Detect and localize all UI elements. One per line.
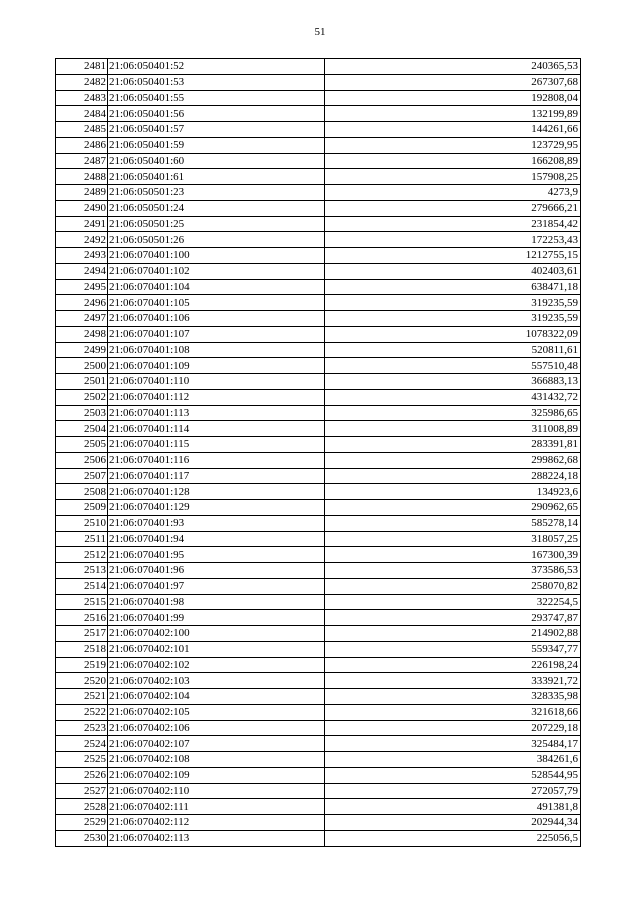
row-number-cell: 2483 <box>56 90 108 106</box>
table-row <box>56 531 581 547</box>
cadastral-number-cell: 21:06:070401:114 <box>108 421 325 437</box>
table-row <box>56 342 581 358</box>
row-number-cell: 2505 <box>56 437 108 453</box>
table-row <box>56 137 581 153</box>
row-number-cell: 2493 <box>56 248 108 264</box>
cadastral-number-cell: 21:06:070402:102 <box>108 657 325 673</box>
cadastral-number-cell: 21:06:050401:53 <box>108 74 325 90</box>
row-number-cell: 2498 <box>56 326 108 342</box>
table-row <box>56 673 581 689</box>
table-row <box>56 799 581 815</box>
cadastral-number-cell: 21:06:070401:110 <box>108 374 325 390</box>
row-number-cell: 2514 <box>56 578 108 594</box>
value-cell: 267307,68 <box>325 74 581 90</box>
row-number-cell: 2513 <box>56 563 108 579</box>
table-row <box>56 594 581 610</box>
table-row <box>56 437 581 453</box>
value-cell: 318057,25 <box>325 531 581 547</box>
row-number-cell: 2503 <box>56 405 108 421</box>
value-cell: 319235,59 <box>325 311 581 327</box>
row-number-cell: 2530 <box>56 830 108 846</box>
cadastral-number-cell: 21:06:070402:107 <box>108 736 325 752</box>
cadastral-number-cell: 21:06:070401:109 <box>108 358 325 374</box>
value-cell: 4273,9 <box>325 185 581 201</box>
value-cell: 134923,6 <box>325 484 581 500</box>
row-number-cell: 2516 <box>56 610 108 626</box>
table-row <box>56 752 581 768</box>
cadastral-number-cell: 21:06:070401:99 <box>108 610 325 626</box>
value-cell: 1212755,15 <box>325 248 581 264</box>
table-row <box>56 815 581 831</box>
value-cell: 123729,95 <box>325 137 581 153</box>
table-row <box>56 169 581 185</box>
row-number-cell: 2491 <box>56 216 108 232</box>
cadastral-number-cell: 21:06:070401:117 <box>108 468 325 484</box>
value-cell: 559347,77 <box>325 641 581 657</box>
row-number-cell: 2523 <box>56 720 108 736</box>
row-number-cell: 2526 <box>56 767 108 783</box>
cadastral-number-cell: 21:06:070402:105 <box>108 704 325 720</box>
table-row <box>56 279 581 295</box>
row-number-cell: 2521 <box>56 689 108 705</box>
row-number-cell: 2506 <box>56 452 108 468</box>
cadastral-number-cell: 21:06:070401:97 <box>108 578 325 594</box>
table-row <box>56 468 581 484</box>
table-row <box>56 689 581 705</box>
cadastral-number-cell: 21:06:070401:96 <box>108 563 325 579</box>
value-cell: 431432,72 <box>325 389 581 405</box>
row-number-cell: 2522 <box>56 704 108 720</box>
table-row <box>56 90 581 106</box>
value-cell: 279666,21 <box>325 200 581 216</box>
cadastral-number-cell: 21:06:070402:108 <box>108 752 325 768</box>
row-number-cell: 2496 <box>56 295 108 311</box>
row-number-cell: 2524 <box>56 736 108 752</box>
value-cell: 325484,17 <box>325 736 581 752</box>
row-number-cell: 2529 <box>56 815 108 831</box>
table-row <box>56 783 581 799</box>
value-cell: 272057,79 <box>325 783 581 799</box>
value-cell: 520811,61 <box>325 342 581 358</box>
value-cell: 225056,5 <box>325 830 581 846</box>
cadastral-number-cell: 21:06:070401:115 <box>108 437 325 453</box>
row-number-cell: 2504 <box>56 421 108 437</box>
row-number-cell: 2501 <box>56 374 108 390</box>
table-row <box>56 736 581 752</box>
page-number: 51 <box>314 26 326 38</box>
cadastral-number-cell: 21:06:070402:100 <box>108 626 325 642</box>
value-cell: 157908,25 <box>325 169 581 185</box>
cadastral-number-cell: 21:06:050501:26 <box>108 232 325 248</box>
value-cell: 638471,18 <box>325 279 581 295</box>
value-cell: 1078322,09 <box>325 326 581 342</box>
row-number-cell: 2497 <box>56 311 108 327</box>
value-cell: 366883,13 <box>325 374 581 390</box>
cadastral-number-cell: 21:06:070402:104 <box>108 689 325 705</box>
table-row <box>56 515 581 531</box>
table-row <box>56 704 581 720</box>
cadastral-number-cell: 21:06:070402:106 <box>108 720 325 736</box>
cadastral-number-cell: 21:06:070401:112 <box>108 389 325 405</box>
row-number-cell: 2509 <box>56 500 108 516</box>
row-number-cell: 2492 <box>56 232 108 248</box>
row-number-cell: 2508 <box>56 484 108 500</box>
cadastral-number-cell: 21:06:050401:55 <box>108 90 325 106</box>
cadastral-number-cell: 21:06:070401:105 <box>108 295 325 311</box>
table-row <box>56 484 581 500</box>
table-row <box>56 500 581 516</box>
value-cell: 293747,87 <box>325 610 581 626</box>
table-row <box>56 626 581 642</box>
table-row <box>56 311 581 327</box>
value-cell: 299862,68 <box>325 452 581 468</box>
value-cell: 322254,5 <box>325 594 581 610</box>
row-number-cell: 2527 <box>56 783 108 799</box>
row-number-cell: 2495 <box>56 279 108 295</box>
row-number-cell: 2489 <box>56 185 108 201</box>
value-cell: 319235,59 <box>325 295 581 311</box>
cadastral-number-cell: 21:06:070401:107 <box>108 326 325 342</box>
value-cell: 166208,89 <box>325 153 581 169</box>
cadastral-number-cell: 21:06:070402:110 <box>108 783 325 799</box>
row-number-cell: 2511 <box>56 531 108 547</box>
value-cell: 528544,95 <box>325 767 581 783</box>
table-row <box>56 248 581 264</box>
value-cell: 290962,65 <box>325 500 581 516</box>
table-row <box>56 122 581 138</box>
row-number-cell: 2481 <box>56 59 108 75</box>
cadastral-number-cell: 21:06:070402:103 <box>108 673 325 689</box>
table-row <box>56 405 581 421</box>
table-row <box>56 610 581 626</box>
row-number-cell: 2517 <box>56 626 108 642</box>
cadastral-number-cell: 21:06:070402:112 <box>108 815 325 831</box>
row-number-cell: 2502 <box>56 389 108 405</box>
cadastral-number-cell: 21:06:070401:94 <box>108 531 325 547</box>
value-cell: 202944,34 <box>325 815 581 831</box>
cadastral-number-cell: 21:06:070401:128 <box>108 484 325 500</box>
value-cell: 258070,82 <box>325 578 581 594</box>
value-cell: 240365,53 <box>325 59 581 75</box>
cadastral-number-cell: 21:06:050401:57 <box>108 122 325 138</box>
value-cell: 311008,89 <box>325 421 581 437</box>
row-number-cell: 2482 <box>56 74 108 90</box>
value-cell: 384261,6 <box>325 752 581 768</box>
cadastral-number-cell: 21:06:070401:102 <box>108 263 325 279</box>
row-number-cell: 2490 <box>56 200 108 216</box>
table-row <box>56 452 581 468</box>
row-number-cell: 2486 <box>56 137 108 153</box>
table-row <box>56 326 581 342</box>
cadastral-number-cell: 21:06:070401:100 <box>108 248 325 264</box>
cadastral-number-cell: 21:06:050501:25 <box>108 216 325 232</box>
table-row <box>56 767 581 783</box>
value-cell: 491381,8 <box>325 799 581 815</box>
table-row <box>56 720 581 736</box>
cadastral-number-cell: 21:06:070402:109 <box>108 767 325 783</box>
table-row <box>56 263 581 279</box>
row-number-cell: 2488 <box>56 169 108 185</box>
value-cell: 172253,43 <box>325 232 581 248</box>
value-cell: 333921,72 <box>325 673 581 689</box>
row-number-cell: 2484 <box>56 106 108 122</box>
row-number-cell: 2519 <box>56 657 108 673</box>
value-cell: 373586,53 <box>325 563 581 579</box>
value-cell: 192808,04 <box>325 90 581 106</box>
value-cell: 167300,39 <box>325 547 581 563</box>
cadastral-number-cell: 21:06:070401:129 <box>108 500 325 516</box>
cadastral-number-cell: 21:06:050501:24 <box>108 200 325 216</box>
cadastral-number-cell: 21:06:070401:116 <box>108 452 325 468</box>
registry-table-body <box>56 59 581 847</box>
table-row <box>56 106 581 122</box>
table-row <box>56 200 581 216</box>
cadastral-number-cell: 21:06:070401:113 <box>108 405 325 421</box>
cadastral-number-cell: 21:06:070402:113 <box>108 830 325 846</box>
value-cell: 132199,89 <box>325 106 581 122</box>
value-cell: 288224,18 <box>325 468 581 484</box>
row-number-cell: 2507 <box>56 468 108 484</box>
value-cell: 283391,81 <box>325 437 581 453</box>
row-number-cell: 2485 <box>56 122 108 138</box>
row-number-cell: 2494 <box>56 263 108 279</box>
row-number-cell: 2499 <box>56 342 108 358</box>
table-row <box>56 59 581 75</box>
table-row <box>56 374 581 390</box>
value-cell: 321618,66 <box>325 704 581 720</box>
table-row <box>56 578 581 594</box>
value-cell: 557510,48 <box>325 358 581 374</box>
table-row <box>56 421 581 437</box>
cadastral-number-cell: 21:06:050401:56 <box>108 106 325 122</box>
cadastral-number-cell: 21:06:070401:98 <box>108 594 325 610</box>
table-row <box>56 232 581 248</box>
table-row <box>56 295 581 311</box>
row-number-cell: 2500 <box>56 358 108 374</box>
cadastral-number-cell: 21:06:050501:23 <box>108 185 325 201</box>
cadastral-number-cell: 21:06:050401:61 <box>108 169 325 185</box>
row-number-cell: 2512 <box>56 547 108 563</box>
cadastral-number-cell: 21:06:050401:52 <box>108 59 325 75</box>
table-row <box>56 216 581 232</box>
table-row <box>56 389 581 405</box>
value-cell: 207229,18 <box>325 720 581 736</box>
value-cell: 325986,65 <box>325 405 581 421</box>
table-row <box>56 830 581 846</box>
value-cell: 144261,66 <box>325 122 581 138</box>
table-row <box>56 657 581 673</box>
cadastral-number-cell: 21:06:050401:60 <box>108 153 325 169</box>
cadastral-number-cell: 21:06:050401:59 <box>108 137 325 153</box>
table-row <box>56 547 581 563</box>
table-row <box>56 563 581 579</box>
row-number-cell: 2525 <box>56 752 108 768</box>
registry-table <box>55 58 581 847</box>
cadastral-number-cell: 21:06:070402:101 <box>108 641 325 657</box>
cadastral-number-cell: 21:06:070401:95 <box>108 547 325 563</box>
cadastral-number-cell: 21:06:070401:104 <box>108 279 325 295</box>
table-row <box>56 185 581 201</box>
table-row <box>56 74 581 90</box>
table-row <box>56 358 581 374</box>
value-cell: 585278,14 <box>325 515 581 531</box>
row-number-cell: 2518 <box>56 641 108 657</box>
cadastral-number-cell: 21:06:070401:108 <box>108 342 325 358</box>
row-number-cell: 2528 <box>56 799 108 815</box>
table-row <box>56 153 581 169</box>
row-number-cell: 2487 <box>56 153 108 169</box>
cadastral-number-cell: 21:06:070401:93 <box>108 515 325 531</box>
value-cell: 402403,61 <box>325 263 581 279</box>
cadastral-number-cell: 21:06:070401:106 <box>108 311 325 327</box>
row-number-cell: 2520 <box>56 673 108 689</box>
value-cell: 214902,88 <box>325 626 581 642</box>
row-number-cell: 2510 <box>56 515 108 531</box>
value-cell: 231854,42 <box>325 216 581 232</box>
value-cell: 328335,98 <box>325 689 581 705</box>
row-number-cell: 2515 <box>56 594 108 610</box>
cadastral-number-cell: 21:06:070402:111 <box>108 799 325 815</box>
table-row <box>56 641 581 657</box>
value-cell: 226198,24 <box>325 657 581 673</box>
